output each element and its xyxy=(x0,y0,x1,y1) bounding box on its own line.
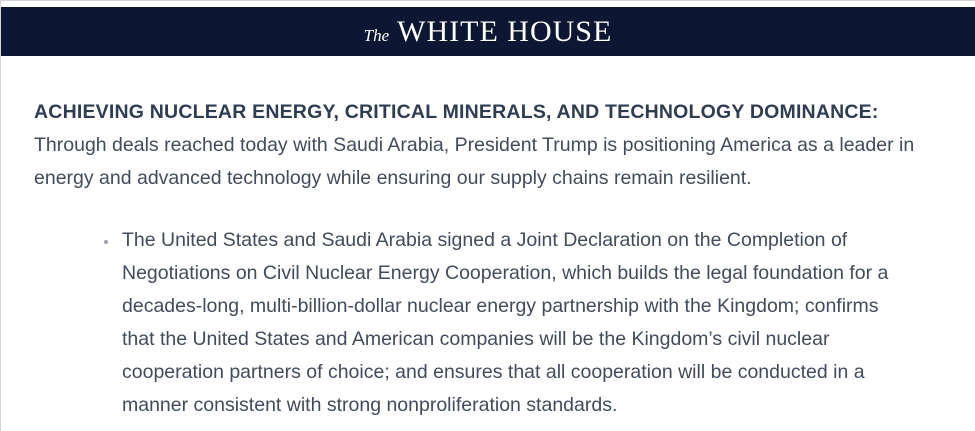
logo-the-text: The xyxy=(363,25,390,45)
list-item: • The United States and Saudi Arabia signed a Joint Declaration on the Completion of Negotiations on Civil Nuclear Energy Cooperation, which builds the legal foundation for a decades-long, multi-billion-dollar nuclear energy partnership with the Kingdom; confirms that the United States and American companies will be the Kingdom’s civil nuclear cooperation partners of choice; and ensures that all cooperation will be conducted in a manner consistent with strong nonproliferation standards. xyxy=(119,224,915,422)
lead-body-text: Through deals reached today with Saudi Arabia, President Trump is positioning America as a leader in energy and advanced technology while ensuring our supply chains remain resilient. xyxy=(34,134,915,189)
whitehouse-logo[interactable] xyxy=(364,15,613,49)
bullet-list xyxy=(34,224,915,422)
lead-heading: ACHIEVING NUCLEAR ENERGY, CRITICAL MINERALS, AND TECHNOLOGY DOMINANCE: xyxy=(34,101,879,123)
article-content xyxy=(1,56,975,422)
lead-paragraph xyxy=(34,96,915,195)
logo-whitehouse-text: WHITE HOUSE xyxy=(397,14,613,48)
site-header xyxy=(1,7,975,56)
